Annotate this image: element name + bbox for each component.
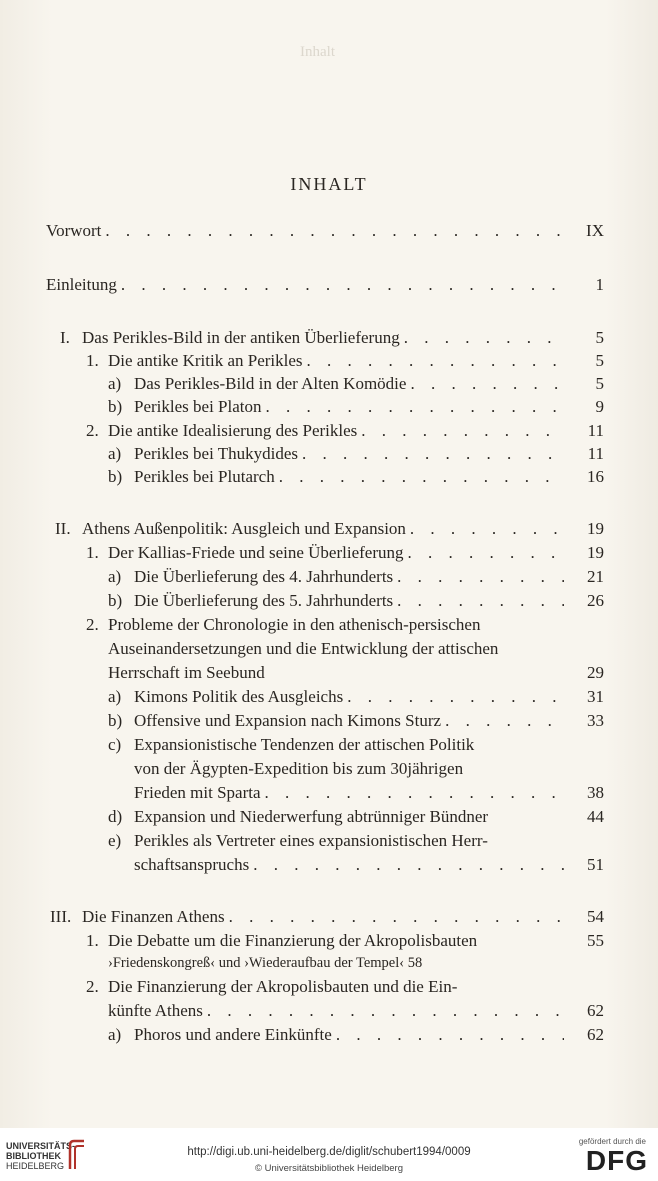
toc-section: [86, 614, 480, 636]
leader-dots: [101, 220, 560, 242]
leader-dots: [400, 327, 564, 349]
toc-num: a): [108, 444, 122, 463]
toc-page: IX: [586, 221, 604, 240]
toc-label: Die antike Kritik an Perikles: [108, 351, 303, 370]
toc-page: 31: [587, 687, 604, 706]
toc-page: 21: [587, 567, 604, 586]
toc-label-continued: [134, 854, 604, 876]
leader-dots: [298, 443, 564, 465]
funder-caption: gefördert durch die: [578, 1137, 646, 1146]
toc-label-continued: [108, 1000, 604, 1022]
toc-label: Der Kallias-Friede und seine Überlieferung: [108, 543, 404, 562]
toc-num: b): [108, 711, 123, 730]
toc-page: 26: [587, 591, 604, 610]
toc-page: 33: [587, 711, 604, 730]
toc-num: e): [108, 831, 122, 850]
viewer-footer: [0, 1128, 658, 1181]
toc-page: 5: [595, 351, 604, 370]
toc-label: Die Debatte um die Finanzierung der Akropolisbauten: [108, 931, 478, 950]
toc-label: Die Überlieferung des 5. Jahrhunderts: [134, 591, 394, 610]
toc-page: 11: [587, 444, 604, 463]
toc-subsection: [108, 734, 474, 756]
toc-label: Die Finanzen Athens: [82, 907, 225, 926]
toc-num: b): [108, 591, 123, 610]
toc-label: Athens Außenpolitik: Ausgleich und Expansion: [82, 519, 406, 538]
toc-label: Die Überlieferung des 4. Jahrhunderts: [134, 567, 394, 586]
toc-label: Expansion und Niederwerfung abtrünniger Bündner: [134, 807, 489, 826]
toc-label-continued: [134, 782, 604, 804]
library-name-line: UNIVERSITÄTS-: [6, 1141, 76, 1151]
leader-dots: [249, 854, 564, 876]
toc-num: III.: [50, 907, 72, 926]
leader-dots: [332, 1024, 564, 1046]
toc-page: 5: [595, 328, 604, 347]
toc-page: 55: [587, 931, 604, 950]
toc-subsection: [108, 373, 604, 395]
toc-chapter: [60, 327, 604, 349]
leader-dots: [203, 1000, 564, 1022]
leader-dots: [406, 373, 564, 395]
leader-dots: [275, 466, 564, 488]
toc-subsection: [108, 466, 604, 488]
toc-num: II.: [55, 519, 71, 538]
toc-label: Die Finanzierung der Akropolisbauten und die Ein-: [108, 977, 458, 996]
toc-subsection: [108, 396, 604, 418]
toc-chapter: [55, 518, 604, 540]
toc-chapter: [50, 906, 604, 928]
toc-entry: [46, 274, 604, 296]
toc-section: [86, 542, 604, 564]
toc-label: ›Friedenskongreß‹ und ›Wiederaufbau der Tempel‹: [108, 955, 405, 971]
toc-subsection: [108, 806, 604, 828]
toc-num: 1.: [86, 351, 99, 370]
toc-subsection: [108, 710, 604, 732]
toc-subsection: [108, 443, 604, 465]
leader-dots: [441, 710, 564, 732]
toc-label: Offensive und Expansion nach Kimons Sturz: [134, 711, 442, 730]
toc-section: [86, 930, 604, 952]
toc-page: 62: [587, 1025, 604, 1044]
toc-num: 1.: [86, 543, 99, 562]
toc-page: 19: [587, 543, 604, 562]
leader-dots: [225, 906, 564, 928]
leader-dots: [343, 686, 564, 708]
leader-dots: [117, 274, 560, 296]
toc-label: Expansionistische Tendenzen der attischen Politik: [134, 735, 475, 754]
toc-page: 11: [587, 421, 604, 440]
toc-page: 58: [407, 955, 423, 971]
toc-label: Herrschaft im Seebund: [108, 663, 265, 682]
toc-page: 38: [587, 783, 604, 802]
toc-sub-line: [108, 952, 422, 974]
leader-dots: [261, 396, 564, 418]
toc-num: 2.: [86, 421, 99, 440]
toc-num: a): [108, 687, 122, 706]
toc-page: 54: [587, 907, 604, 926]
leader-dots: [393, 590, 564, 612]
toc-section: [86, 420, 604, 442]
toc-num: 2.: [86, 977, 99, 996]
toc-num: d): [108, 807, 123, 826]
leader-dots: [261, 782, 564, 804]
toc-label-continued: Auseinandersetzungen und die Entwicklung der attischen: [108, 639, 499, 658]
toc-label: Einleitung: [46, 275, 117, 294]
toc-label: schaftsanspruchs: [134, 855, 250, 874]
toc-num: c): [108, 735, 122, 754]
toc-num: a): [108, 374, 122, 393]
toc-label-continued: von der Ägypten-Expedition bis zum 30jährigen: [134, 759, 464, 778]
toc-entry: [46, 220, 604, 242]
toc-label: Probleme der Chronologie in den athenisch-persischen: [108, 615, 481, 634]
dfg-logo: DFG: [585, 1145, 648, 1176]
toc-label-continued: [108, 662, 604, 684]
toc-page: 44: [587, 807, 604, 826]
page-title: INHALT: [290, 174, 368, 194]
leader-dots: [357, 420, 564, 442]
toc-num: 2.: [86, 615, 99, 634]
toc-subsection: [108, 830, 488, 852]
toc-label: Kimons Politik des Ausgleichs: [134, 687, 344, 706]
permalink-url[interactable]: http://digi.ub.uni-heidelberg.de/diglit/schubert1994/0009: [187, 1146, 471, 1158]
toc-page: 29: [587, 663, 604, 682]
toc-page: 1: [595, 275, 604, 294]
toc-label: Frieden mit Sparta: [134, 783, 261, 802]
toc-subsection: [108, 590, 604, 612]
toc-label: Die antike Idealisierung des Perikles: [108, 421, 358, 440]
toc-subsection: [108, 686, 604, 708]
leader-dots: [303, 350, 564, 372]
toc-num: b): [108, 467, 123, 486]
toc-page: 19: [587, 519, 604, 538]
library-name-line: HEIDELBERG: [6, 1161, 65, 1171]
toc-subsection: [108, 1024, 604, 1046]
toc-page: 62: [587, 1001, 604, 1020]
leader-dots: [406, 518, 564, 540]
toc-page: 9: [595, 397, 604, 416]
toc-label: Perikles als Vertreter eines expansionistischen Herr-: [134, 831, 488, 850]
toc-section: [86, 350, 604, 372]
toc-page: 16: [587, 467, 604, 486]
toc-label: Perikles bei Platon: [134, 397, 262, 416]
toc-page: 5: [595, 374, 604, 393]
leader-dots: [404, 542, 565, 564]
show-through: Inhalt: [300, 44, 335, 60]
toc-section: [86, 976, 457, 998]
toc-label: Phoros und andere Einkünfte: [134, 1025, 332, 1044]
copyright-notice: © Universitätsbibliothek Heidelberg: [255, 1163, 403, 1174]
toc-num: b): [108, 397, 123, 416]
toc-label: Perikles bei Plutarch: [134, 467, 275, 486]
toc-num: I.: [60, 328, 70, 347]
leader-dots: [393, 566, 564, 588]
toc-num: a): [108, 567, 122, 586]
toc-label: künfte Athens: [108, 1001, 203, 1020]
toc-label: Perikles bei Thukydides: [134, 444, 298, 463]
toc-subsection: [108, 566, 604, 588]
toc-page: 51: [587, 855, 604, 874]
toc-num: 1.: [86, 931, 99, 950]
library-name-line: BIBLIOTHEK: [6, 1151, 61, 1161]
toc-label: Das Perikles-Bild in der antiken Überlieferung: [82, 328, 400, 347]
toc-label: Vorwort: [46, 221, 102, 240]
toc-num: a): [108, 1025, 122, 1044]
toc-label: Das Perikles-Bild in der Alten Komödie: [134, 374, 407, 393]
